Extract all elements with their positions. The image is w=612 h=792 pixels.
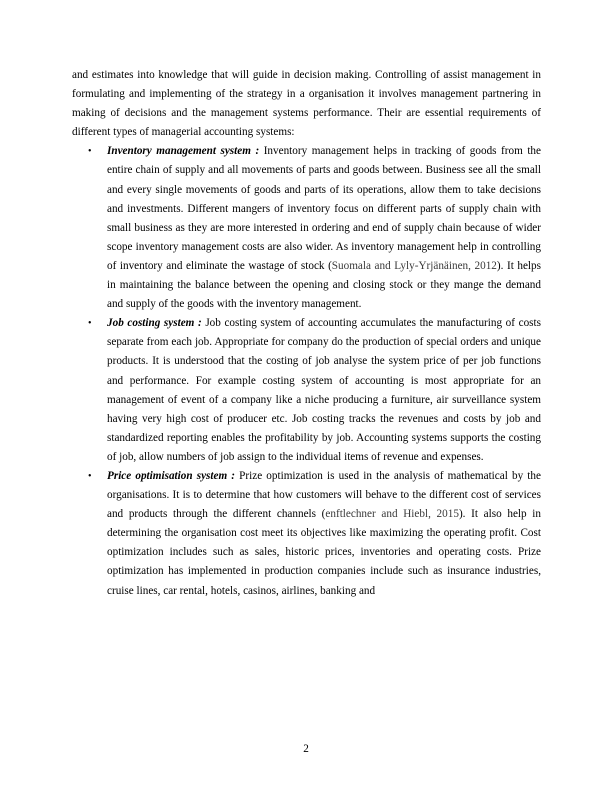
bullet-text-after: ). It also help in determining the organisation cost meet its objectives like maximizing the operating profit. Cost optimization includes such as sales, historic prices, inventories and operating costs. Prize optimization has implemented in production companies include such as insurance industries, cruise lines, car rental, hotels, casinos, airlines, banking and <box>107 508 541 597</box>
bullet-title: Job costing system : <box>107 317 202 330</box>
bullet-title: Price optimisation system : <box>107 469 236 482</box>
list-item <box>72 314 541 467</box>
bullet-text-after: ). It helps in maintaining the balance between the opening and closing stock or they mange the demand and supply of the goods with the inventory management. <box>107 259 541 311</box>
bullet-icon: • <box>88 318 92 330</box>
bullet-icon: • <box>88 146 92 158</box>
bullet-icon: • <box>88 470 92 482</box>
citation: Suomala and Lyly-Yrjänäinen, 2012 <box>331 259 497 272</box>
body-text <box>72 66 541 601</box>
bullet-title: Inventory management system : <box>107 145 260 158</box>
intro-paragraph: and estimates into knowledge that will guide in decision making. Controlling of assist management in formulating and implementing of the strategy in a organisation it involves management partnering in making of decisions and the management systems performance. Their are essential requirements of different types of managerial accounting systems: <box>72 69 541 139</box>
citation: enftlechner and Hiebl, 2015 <box>325 508 459 521</box>
page-number: 2 <box>303 743 309 755</box>
bullet-text: Prize optimization is used in the analysis of mathematical by the organisations. It is to determine that how customers will behave to the different cost of services and products through the different channels ( <box>107 469 541 521</box>
list-item <box>72 142 541 314</box>
bullet-list <box>72 142 541 600</box>
list-item <box>72 467 541 601</box>
bullet-text: Job costing system of accounting accumulates the manufacturing of costs separate from each job. Appropriate for company do the production of special orders and unique products. It is understood that the costing of job analyse the system price of per job functions and performance. For example costing system of accounting is most appropriate for an management of event of a company like a niche producing a furniture, air surveillance system having very high cost of producer etc. Job costing tracks the revenues and costs by job and standardized reporting enables the profitability by job. Accounting systems supports the costing of job, allow numbers of job assign to the individual items of revenue and expenses. <box>107 317 541 463</box>
bullet-text: Inventory management helps in tracking of goods from the entire chain of supply and all movements of parts and goods between. Business see all the small and every single movements of goods and parts of its operations, allow them to take decisions and investments. Different mangers of inventory focus on different parts of supply chain with small business as they are more interested in ordering and end of supply chain because of wider scope inventory management costs are also wider. As inventory management help in controlling of inventory and eliminate the wastage of stock ( <box>107 145 541 272</box>
